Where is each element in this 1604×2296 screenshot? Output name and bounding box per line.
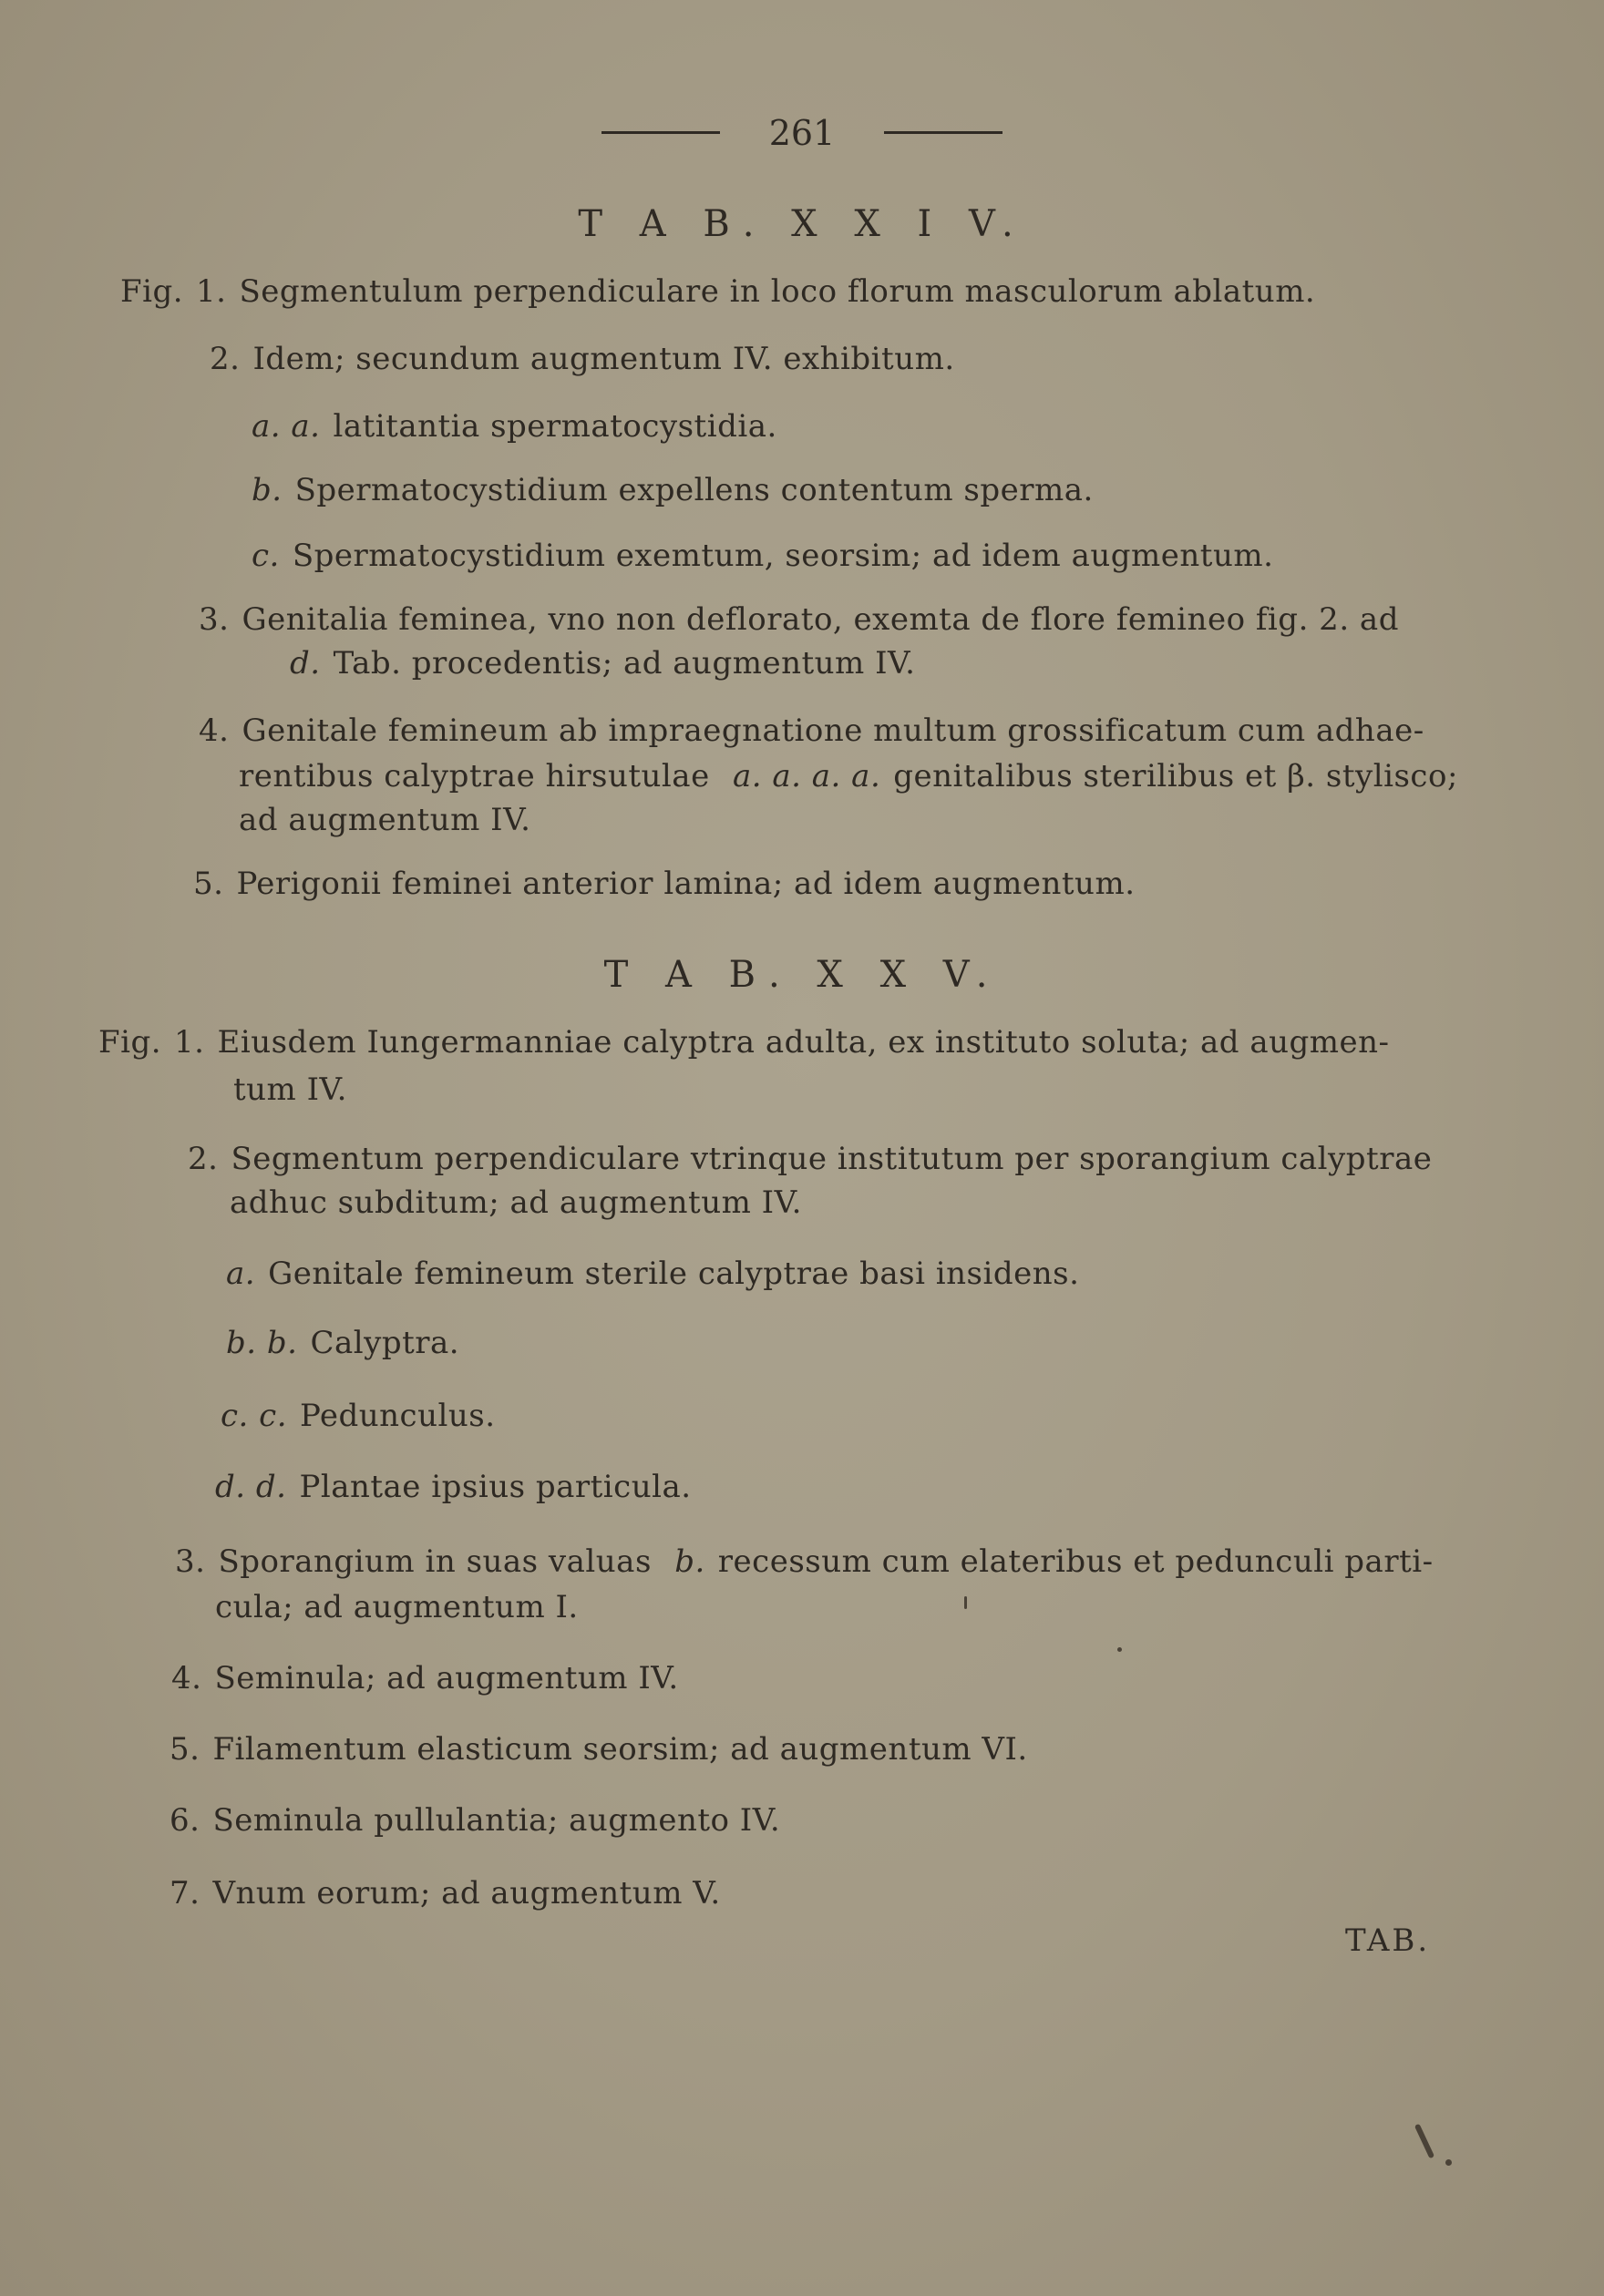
fig-caption: Seminula; ad augmentum IV. (214, 1660, 679, 1696)
tab-xxv-fig-5 (170, 1729, 1028, 1769)
tab-xxv-fig-1-cont (233, 1070, 347, 1110)
fig-caption-cont: ad augmentum IV. (239, 802, 531, 838)
tab-xxiv-item-b (252, 470, 1094, 510)
fig-number: 2. (210, 341, 241, 377)
tab-xxiv-fig-3-cont (290, 643, 915, 683)
tab-xxv-fig-2-cont (230, 1183, 802, 1223)
fig-caption: Idem; secundum augmentum IV. exhibitum. (252, 341, 955, 377)
fig-caption-cont: rentibus calyptrae hirsutulae (239, 758, 710, 794)
fig-number: 2. (188, 1141, 219, 1177)
tab-xxv-fig-2 (188, 1139, 1432, 1179)
catchword: TAB. (1345, 1922, 1431, 1959)
fig-caption: recessum cum elateribus et pedunculi parti- (717, 1543, 1434, 1580)
tab-xxv-item-d (215, 1467, 692, 1507)
item-caption: Plantae ipsius particula. (299, 1469, 692, 1505)
paper-speck (1445, 2159, 1452, 2166)
paper-speck (964, 1596, 967, 1609)
item-letters: c. (252, 538, 280, 574)
fig-label: Fig. (120, 273, 184, 310)
tab-xxv-item-c (221, 1396, 496, 1436)
fig-caption-cont: Tab. procedentis; ad augmentum IV. (333, 645, 916, 682)
fig-number: 1. (196, 273, 227, 310)
item-letters: b. b. (226, 1325, 298, 1361)
fig-caption: Filamentum elasticum seorsim; ad augmentum VI. (212, 1731, 1028, 1768)
header-rule-right (884, 131, 1002, 134)
tab-xxv-item-b (226, 1323, 459, 1363)
item-caption: Calyptra. (310, 1325, 460, 1361)
paper-speck (1117, 1647, 1122, 1652)
paper-speck (1414, 2124, 1434, 2159)
item-caption: Genitale femineum sterile calyptrae basi insidens. (268, 1256, 1080, 1292)
tab-xxiv-item-c (252, 536, 1273, 576)
item-caption: Spermatocystidium exemtum, seorsim; ad idem augmentum. (292, 538, 1274, 574)
item-letters: a. a. a. a. (733, 758, 881, 794)
item-letters: c. c. (221, 1398, 288, 1434)
tab-xxiv-fig-4-cont-2 (239, 800, 531, 840)
item-letters: d. d. (215, 1469, 287, 1505)
item-caption: latitantia spermatocystidia. (333, 408, 777, 445)
tab-xxiv-fig-5 (193, 864, 1136, 904)
tab-xxv-fig-3-cont (215, 1587, 579, 1627)
page-header (0, 108, 1604, 155)
fig-number: 5. (193, 866, 224, 902)
fig-caption: Perigonii feminei anterior lamina; ad idem augmentum. (236, 866, 1136, 902)
page-number: 261 (768, 112, 836, 153)
fig-caption: Genitale femineum ab impraegnatione multum grossificatum cum adhae- (242, 712, 1424, 749)
fig-number: 3. (175, 1543, 206, 1580)
tab-xxiv-fig-3 (199, 600, 1399, 640)
fig-caption: Sporangium in suas valuas (218, 1543, 652, 1580)
tab-xxv-item-a (226, 1254, 1079, 1294)
item-letters: a. (226, 1256, 256, 1292)
tab-xxiv-fig-4-cont-1 (239, 756, 1458, 796)
fig-caption: Seminula pullulantia; augmento IV. (212, 1802, 781, 1839)
fig-caption: Segmentum perpendiculare vtrinque institutum per sporangium calyptrae (231, 1141, 1433, 1177)
tab-xxiv-item-a (252, 406, 777, 446)
fig-caption-cont: genitalibus sterilibus et β. stylisco; (893, 758, 1458, 794)
tab-xxiv-fig-1 (120, 272, 1315, 312)
tab-xxiv-fig-4 (199, 711, 1424, 751)
fig-number: 1. (174, 1024, 205, 1061)
tab-xxv-fig-4 (171, 1658, 679, 1698)
fig-number: 6. (170, 1802, 200, 1839)
fig-caption-cont: cula; ad augmentum I. (215, 1589, 579, 1625)
fig-caption: Segmentulum perpendiculare in loco florum masculorum ablatum. (239, 273, 1316, 310)
fig-caption: Genitalia feminea, vno non deflorato, exemta de flore femineo fig. 2. ad (242, 601, 1399, 638)
fig-number: 4. (199, 712, 230, 749)
fig-caption-cont: tum IV. (233, 1071, 347, 1108)
tab-xxiv-fig-2 (210, 339, 955, 379)
item-caption: Pedunculus. (300, 1398, 496, 1434)
tab-xxv-fig-1 (98, 1022, 1390, 1062)
item-letters: b. (674, 1543, 705, 1580)
tab-xxv-fig-7 (170, 1873, 721, 1913)
fig-label: Fig. (98, 1024, 162, 1061)
tab-xxv-fig-6 (170, 1800, 780, 1840)
tab-xxv-fig-3 (175, 1542, 1434, 1582)
item-letters: b. (252, 472, 283, 508)
fig-caption-cont: adhuc subditum; ad augmentum IV. (230, 1184, 802, 1221)
section-heading-tab-xxiv: T A B. X X I V. (578, 203, 1026, 245)
fig-number: 5. (170, 1731, 200, 1768)
item-letters: a. a. (252, 408, 321, 445)
fig-caption: Eiusdem Iungermanniae calyptra adulta, ex instituto soluta; ad augmen- (217, 1024, 1390, 1061)
fig-number: 7. (170, 1875, 200, 1912)
header-rule-left (602, 131, 720, 134)
fig-number: 3. (199, 601, 230, 638)
item-caption: Spermatocystidium expellens contentum sperma. (294, 472, 1094, 508)
item-letters: d. (290, 645, 321, 682)
section-heading-tab-xxv: T A B. X X V. (603, 954, 1001, 996)
fig-caption: Vnum eorum; ad augmentum V. (212, 1875, 721, 1912)
fig-number: 4. (171, 1660, 202, 1696)
